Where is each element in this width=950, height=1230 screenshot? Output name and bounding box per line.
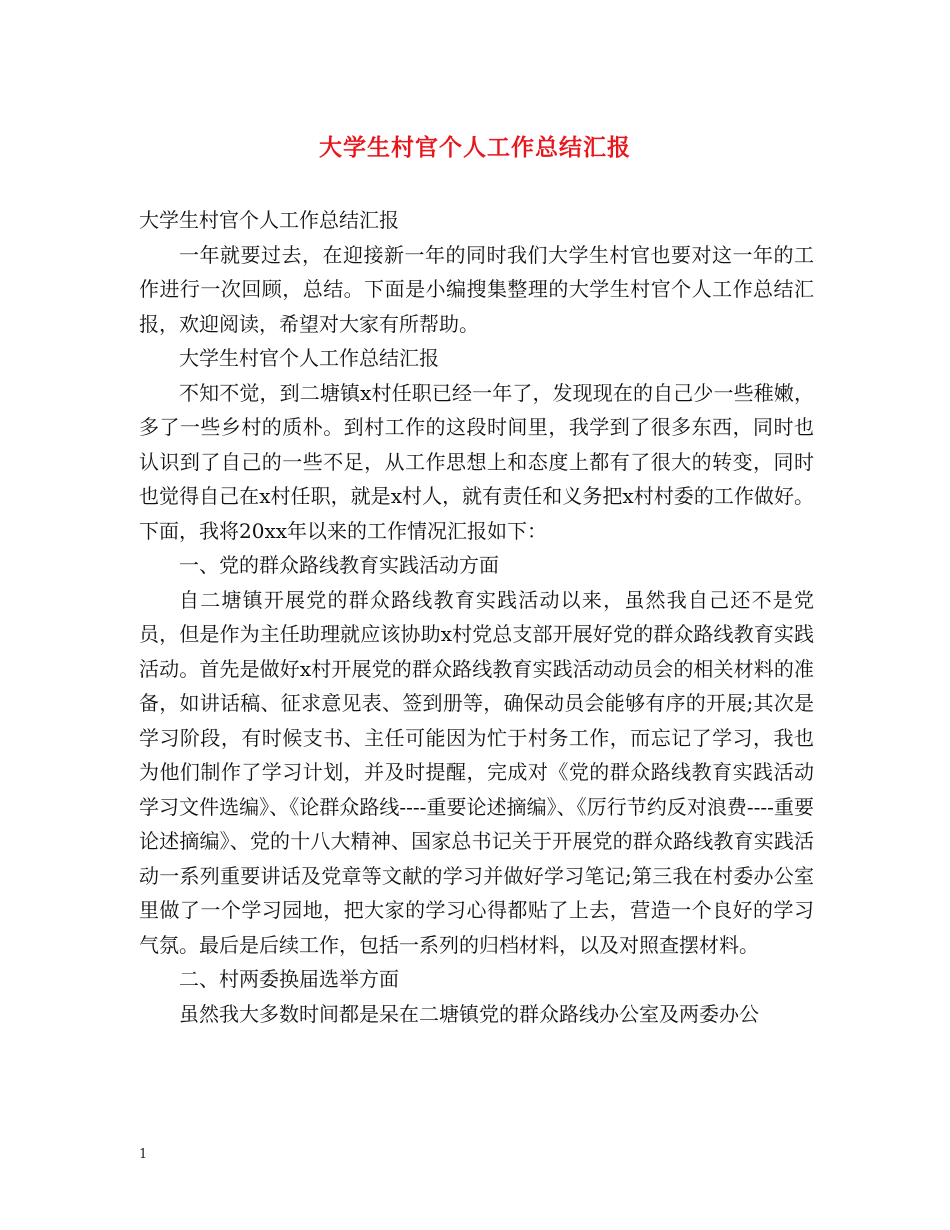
- body-paragraph: 自二塘镇开展党的群众路线教育实践活动以来，虽然我自己还不是党员，但是作为主任助理就应该协助x村党总支部开展好党的群众路线教育实践活动。首先是做好x村开展党的群众路线教育实践活动动员会的相关材料的准备，如讲话稿、征求意见表、签到册等，确保动员会能够有序的开展;其次是学习阶段，有时候支书、主任可能因为忙于村务工作，而忘记了学习，我也为他们制作了学习计划，并及时提醒，完成对《党的群众路线教育实践活动学习文件选编》、《论群众路线----重要论述摘编》、《厉行节约反对浪费----重要论述摘编》、党的十八大精神、国家总书记关于开展党的群众路线教育实践活动一系列重要讲话及党章等文献的学习并做好学习笔记;第三我在村委办公室里做了一个学习园地，把大家的学习心得都贴了上去，营造一个良好的学习气氛。最后是后续工作，包括一系列的归档材料，以及对照查摆材料。: [139, 587, 814, 957]
- body-paragraph: 大学生村官个人工作总结汇报: [179, 346, 439, 370]
- section-heading: 一、党的群众路线教育实践活动方面: [179, 553, 499, 577]
- document-title: 大学生村官个人工作总结汇报: [319, 134, 631, 161]
- body-paragraph: 大学生村官个人工作总结汇报: [139, 208, 399, 232]
- body-paragraph: 虽然我大多数时间都是呆在二塘镇党的群众路线办公室及两委办公: [179, 1001, 759, 1026]
- document-body: [139, 203, 814, 1031]
- section-heading: 二、村两委换届选举方面: [179, 967, 399, 991]
- body-paragraph: 不知不觉，到二塘镇x村任职已经一年了，发现现在的自己少一些稚嫩，多了一些乡村的质朴。到村工作的这段时间里，我学到了很多东西，同时也认识到了自己的一些不足，从工作思想上和态度上都有了很大的转变，同时也觉得自己在x村任职，就是x村人，就有责任和义务把x村村委的工作做好。下面，我将20xx年以来的工作情况汇报如下：: [139, 380, 814, 543]
- page-number: 1: [139, 1147, 148, 1162]
- body-paragraph: 一年就要过去，在迎接新一年的同时我们大学生村官也要对这一年的工作进行一次回顾，总结。下面是小编搜集整理的大学生村官个人工作总结汇报，欢迎阅读，希望对大家有所帮助。: [139, 242, 814, 336]
